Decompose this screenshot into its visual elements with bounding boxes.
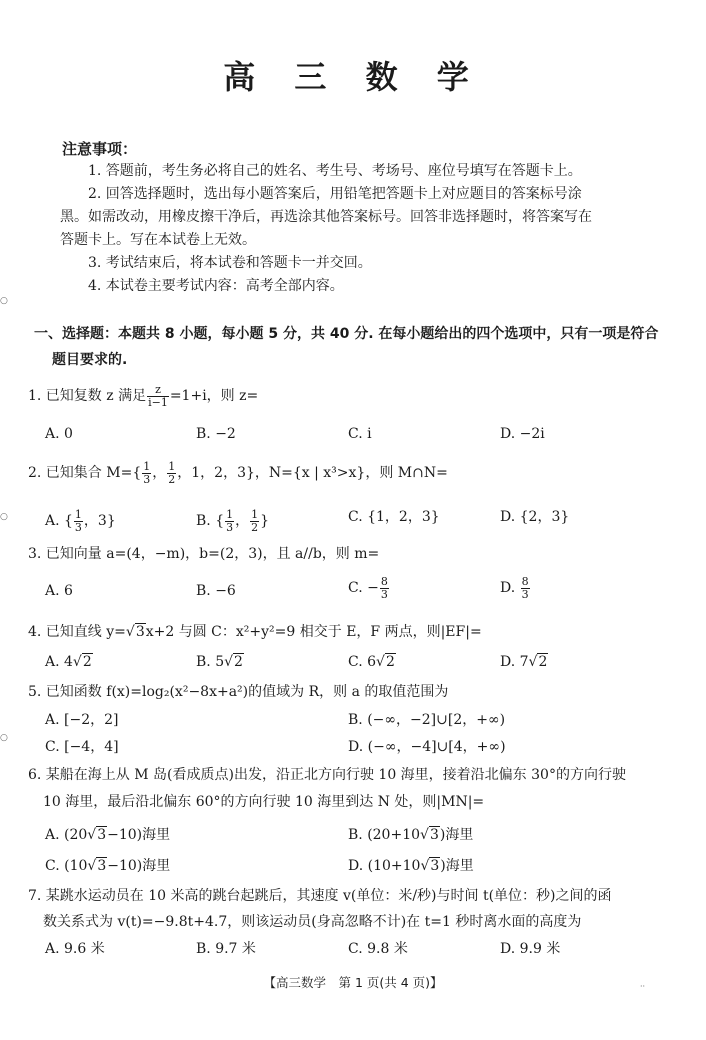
q2-set-sep: ， (152, 465, 167, 482)
q6-b-rad: 3 (429, 827, 439, 843)
note-2-line-3: 答题卡上。写在本试卷上无效。 (60, 232, 256, 248)
q6-option-c (45, 858, 170, 874)
question-5: 5. 已知函数 f(x)=log₂(x²−8x+a²)的值域为 R，则 a 的取值范围为 (28, 684, 449, 700)
q6-d-pre: D. (10+10 (348, 858, 421, 874)
question-1 (28, 384, 258, 408)
note-2-line-1: 2. 回答选择题时，选出每小题答案后，用铅笔把答题卡上对应题目的答案标号涂 (88, 186, 582, 202)
note-3: 3. 考试结束后，将本试卷和答题卡一并交回。 (88, 255, 372, 271)
binding-hole-mark: ○ (0, 733, 8, 743)
q1-stem-post: =1+i，则 z= (169, 388, 259, 405)
q2-set-frac-2-den: 2 (168, 472, 176, 486)
q4-option-b (196, 654, 244, 670)
q3-option-b: B. −6 (196, 583, 236, 599)
question-7-line-2: 数关系式为 v(t)=−9.8t+4.7，则该运动员(身高忽略不计)在 t=1 秒时离水面的高度为 (43, 914, 582, 930)
q5-option-c: C. [−4，4] (45, 739, 119, 755)
q6-c-pre: C. (10 (45, 858, 88, 874)
sqrt-sign: √ (87, 827, 97, 843)
note-1: 1. 答题前，考生务必将自己的姓名、考生号、考场号、座位号填写在答题卡上。 (88, 163, 582, 179)
sqrt-sign: √ (376, 654, 385, 670)
question-6-line-1: 6. 某船在海上从 M 岛(看成质点)出发，沿正北方向行驶 10 海里，接着沿北偏东 30°的方向行驶 (28, 767, 626, 783)
binding-hole-mark: ○ (0, 296, 8, 306)
q3-d-pre: D. (500, 580, 520, 597)
q3-c-frac-den: 3 (380, 587, 388, 601)
q4-stem-post: x+2 与圆 C：x²+y²=9 相交于 E，F 两点，则|EF|= (145, 624, 482, 640)
sqrt-sign: √ (87, 858, 97, 874)
q1-frac-num: z (147, 384, 169, 397)
q1-option-d: D. −2i (500, 426, 545, 442)
q1-stem-pre: 1. 已知复数 z 满足 (28, 388, 147, 405)
section-heading-line-1: 一、选择题：本题共 8 小题，每小题 5 分，共 40 分. 在每小题给出的四个选项中，只有一项是符合 (34, 326, 659, 342)
q7-option-b: B. 9.7 米 (196, 941, 256, 957)
question-6-line-2: 10 海里，最后沿北偏东 60°的方向行驶 10 海里到达 N 处，则|MN|= (43, 794, 485, 810)
page-title: 高 三 数 学 (223, 58, 483, 96)
q7-option-c: C. 9.8 米 (348, 941, 408, 957)
q4-c-pre: C. 6 (348, 654, 377, 670)
q2-option-a (45, 509, 116, 533)
q2-b-frac-2-num: 1 (251, 508, 259, 521)
q2-b-frac-2-den: 2 (251, 520, 259, 534)
q6-c-rad: 3 (97, 858, 107, 874)
q6-b-pre: B. (20+10 (348, 827, 421, 843)
scan-speck-mark: ·· (640, 982, 646, 991)
question-2 (28, 461, 448, 485)
q7-option-d: D. 9.9 米 (500, 941, 561, 957)
q2-b-frac-1 (225, 509, 234, 533)
q1-frac-den: i−1 (148, 395, 168, 409)
q2-option-b (196, 509, 269, 533)
q4-option-a (45, 654, 93, 670)
q4-d-pre: D. 7 (500, 654, 529, 670)
q5-option-a: A. [−2，2] (45, 712, 119, 728)
q2-a-frac-num: 1 (74, 508, 82, 521)
q3-d-frac-den: 3 (521, 587, 529, 601)
q4-option-c (348, 654, 396, 670)
sqrt-sign: √ (420, 858, 430, 874)
q4-d-rad: 2 (538, 654, 548, 670)
q3-option-a: A. 6 (45, 583, 73, 599)
q2-b-pre: B. { (196, 513, 225, 530)
note-2-line-2: 黑。如需改动，用橡皮擦干净后，再选涂其他答案标号。回答非选择题时，将答案写在 (60, 209, 592, 225)
q3-option-d (500, 576, 531, 600)
q6-a-post: −10)海里 (107, 827, 171, 843)
q6-option-a (45, 827, 170, 843)
q2-option-d: D. {2，3} (500, 509, 570, 525)
q3-d-frac-num: 8 (521, 575, 529, 588)
q4-stem-pre: 4. 已知直线 y= (28, 624, 126, 640)
q2-b-sep: ， (235, 513, 250, 530)
q4-sqrt-radicand: 3 (135, 624, 145, 640)
sqrt-sign: √ (420, 827, 429, 843)
q6-option-b (348, 827, 473, 843)
q5-option-d: D. (−∞，−4]∪[4，+∞) (348, 739, 506, 755)
q2-a-pre: A. { (45, 513, 73, 530)
q1-option-b: B. −2 (196, 426, 236, 442)
q1-fraction (147, 384, 169, 408)
q2-b-post: } (260, 513, 270, 530)
question-4 (28, 624, 482, 640)
q2-set-frac-2 (167, 461, 176, 485)
q2-set-frac-1 (142, 461, 151, 485)
q4-sqrt-sign: √ (125, 624, 135, 640)
q6-b-post: )海里 (439, 827, 474, 843)
q1-option-a: A. 0 (45, 426, 73, 442)
q4-b-pre: B. 5 (196, 654, 225, 670)
q2-set-frac-2-num: 1 (168, 460, 176, 473)
q6-a-pre: A. (20 (45, 827, 88, 843)
q4-a-rad: 2 (82, 654, 92, 670)
section-heading-line-2: 题目要求的. (52, 352, 128, 368)
sqrt-sign: √ (72, 654, 82, 670)
q6-d-post: )海里 (440, 858, 474, 874)
q3-c-frac (380, 576, 389, 600)
q3-option-c (348, 576, 390, 600)
q1-option-c: C. i (348, 426, 372, 442)
q6-a-rad: 3 (97, 827, 107, 843)
q3-c-pre: C. − (348, 580, 379, 597)
binding-hole-mark: ○ (0, 512, 8, 522)
notes-heading: 注意事项： (62, 140, 138, 158)
q2-option-c: C. {1，2，3} (348, 509, 440, 525)
q4-b-rad: 2 (234, 654, 243, 670)
note-4: 4. 本试卷主要考试内容：高考全部内容。 (88, 278, 344, 294)
q2-b-frac-1-den: 3 (226, 520, 234, 534)
q2-stem-post: ，N={x | x³>x}，则 M∩N= (254, 465, 448, 482)
sqrt-sign: √ (528, 654, 538, 670)
q2-a-frac-den: 3 (74, 520, 82, 534)
q2-b-frac-1-num: 1 (226, 508, 234, 521)
q6-c-post: −10)海里 (107, 858, 171, 874)
q2-a-post: ，3} (83, 513, 116, 530)
q4-option-d (500, 654, 548, 670)
q2-set-open: { (132, 465, 142, 482)
question-3: 3. 已知向量 a=(4，−m)，b=(2，3)，且 a//b，则 m= (28, 546, 380, 562)
q6-option-d (348, 858, 474, 874)
q4-a-pre: A. 4 (45, 654, 73, 670)
page-footer: 【高三数学 第 1 页(共 4 页)】 (263, 975, 443, 990)
q2-set-frac-1-den: 3 (143, 472, 151, 486)
q2-stem-pre: 2. 已知集合 M= (28, 465, 133, 482)
q2-set-rest: ，1，2，3} (177, 465, 255, 482)
q7-option-a: A. 9.6 米 (45, 941, 105, 957)
q3-c-frac-num: 8 (380, 575, 388, 588)
sqrt-sign: √ (224, 654, 234, 670)
q2-b-frac-2 (250, 509, 259, 533)
q2-set-frac-1-num: 1 (143, 460, 151, 473)
q3-d-frac (521, 576, 530, 600)
q2-a-frac (74, 509, 83, 533)
question-7-line-1: 7. 某跳水运动员在 10 米高的跳台起跳后，其速度 v(单位：米/秒)与时间 t(单位：秒)之间的函 (28, 888, 612, 904)
q4-c-rad: 2 (385, 654, 395, 670)
q6-d-rad: 3 (430, 858, 440, 874)
q5-option-b: B. (−∞，−2]∪[2，+∞) (348, 712, 506, 728)
